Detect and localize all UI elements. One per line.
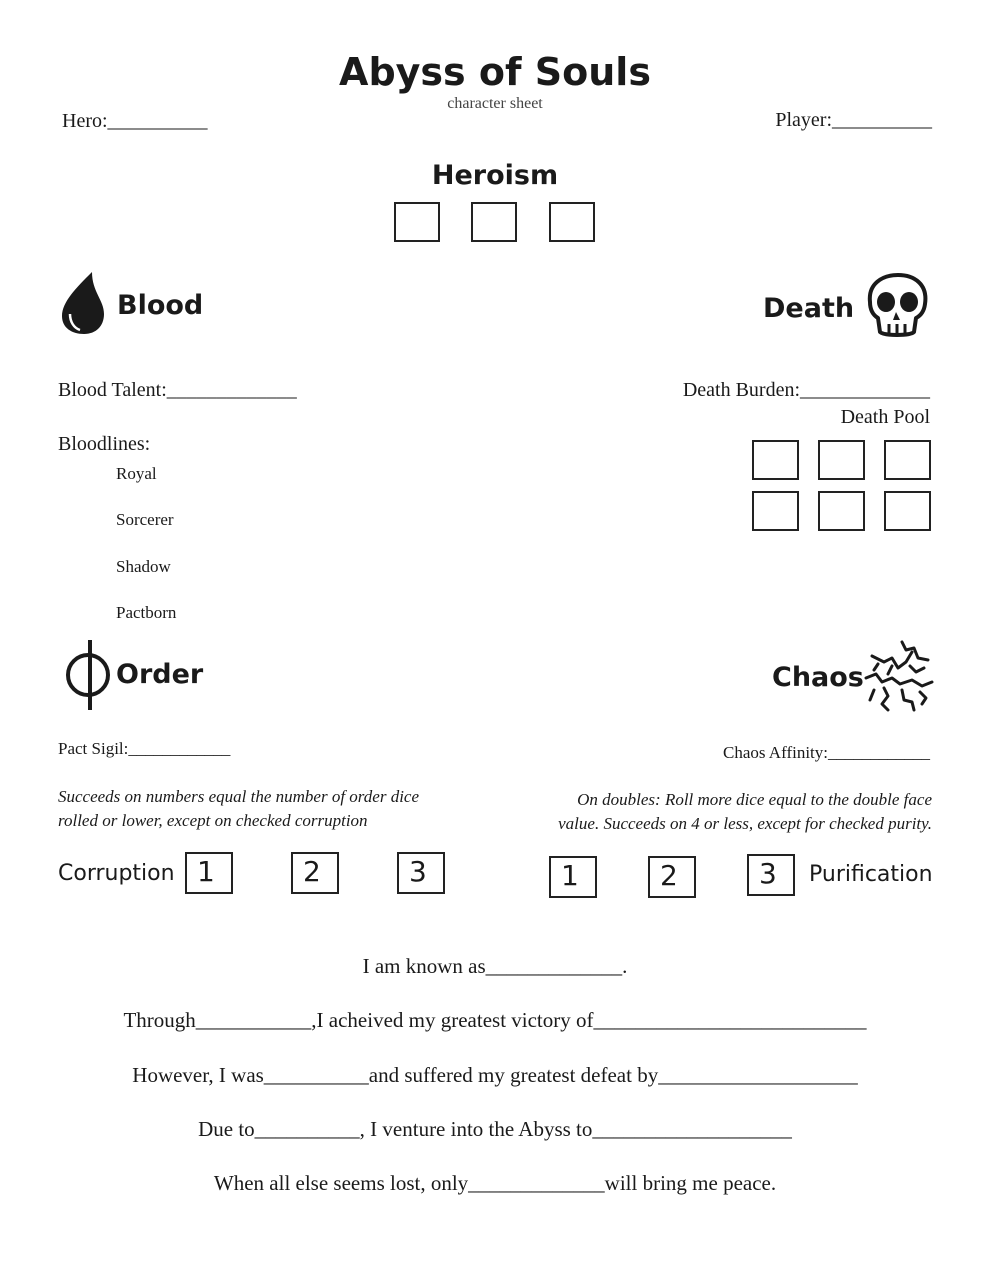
story-line-venture[interactable]: Due to__________, I venture into the Abyss to___________________ — [198, 1117, 792, 1141]
heroism-checkbox-1[interactable] — [394, 202, 440, 242]
purification-checkbox-3[interactable]: 3 — [747, 854, 795, 896]
death-pool-checkbox-3[interactable] — [884, 440, 931, 480]
page-title: Abyss of Souls — [339, 50, 651, 94]
death-pool-label: Death Pool — [840, 406, 930, 428]
chaos-rule-line-1: On doubles: Roll more dice equal to the double face — [577, 790, 932, 809]
death-heading: Death — [763, 293, 855, 324]
blood-heading: Blood — [117, 290, 204, 321]
heroism-checkbox-2[interactable] — [471, 202, 517, 242]
corruption-checkbox-2[interactable]: 2 — [291, 852, 339, 894]
chaos-cracks-icon — [862, 638, 934, 712]
hero-field[interactable]: Hero:__________ — [62, 110, 208, 132]
death-pool-checkbox-1[interactable] — [752, 440, 799, 480]
story-line-known-as[interactable]: I am known as_____________. — [362, 954, 628, 978]
story-line-defeat[interactable]: However, I was__________and suffered my greatest defeat by___________________ — [132, 1063, 858, 1087]
bloodline-item[interactable]: Sorcerer — [116, 510, 174, 529]
death-pool-checkbox-4[interactable] — [752, 491, 799, 531]
purification-label: Purification — [809, 862, 933, 887]
order-rule-line-1: Succeeds on numbers equal the number of order dice — [58, 787, 420, 806]
death-pool-checkbox-6[interactable] — [884, 491, 931, 531]
heroism-checkbox-3[interactable] — [549, 202, 595, 242]
pact-sigil-field[interactable]: Pact Sigil:____________ — [58, 739, 231, 758]
order-heading: Order — [116, 659, 204, 690]
blood-talent-field[interactable]: Blood Talent:_____________ — [58, 379, 297, 401]
player-field[interactable]: Player:__________ — [775, 109, 932, 131]
chaos-rule-line-2: value. Succeeds on 4 or less, except for checked purity. — [558, 814, 932, 833]
corruption-checkbox-1[interactable]: 1 — [185, 852, 233, 894]
heroism-heading: Heroism — [431, 160, 559, 191]
death-burden-field[interactable]: Death Burden:_____________ — [682, 379, 930, 401]
bloodline-item[interactable]: Shadow — [116, 557, 171, 576]
death-pool-checkbox-2[interactable] — [818, 440, 865, 480]
chaos-heading: Chaos — [772, 662, 864, 693]
skull-icon — [862, 272, 932, 340]
page-subtitle: character sheet — [447, 95, 543, 112]
chaos-affinity-field[interactable]: Chaos Affinity:____________ — [723, 743, 930, 762]
death-pool-checkbox-5[interactable] — [818, 491, 865, 531]
story-line-peace[interactable]: When all else seems lost, only_____________will bring me peace. — [213, 1171, 777, 1195]
purification-checkbox-2[interactable]: 2 — [648, 856, 696, 898]
corruption-label: Corruption — [58, 861, 175, 886]
purification-checkbox-1[interactable]: 1 — [549, 856, 597, 898]
bloodline-item[interactable]: Pactborn — [116, 603, 177, 622]
blood-drop-icon — [58, 270, 108, 336]
bloodlines-label: Bloodlines: — [58, 433, 151, 455]
order-sigil-icon — [64, 638, 118, 712]
order-rule-line-2: rolled or lower, except on checked corruption — [58, 811, 368, 830]
bloodline-item[interactable]: Royal — [116, 464, 157, 483]
story-line-victory[interactable]: Through___________,I acheived my greatest victory of__________________________ — [123, 1008, 867, 1032]
corruption-checkbox-3[interactable]: 3 — [397, 852, 445, 894]
